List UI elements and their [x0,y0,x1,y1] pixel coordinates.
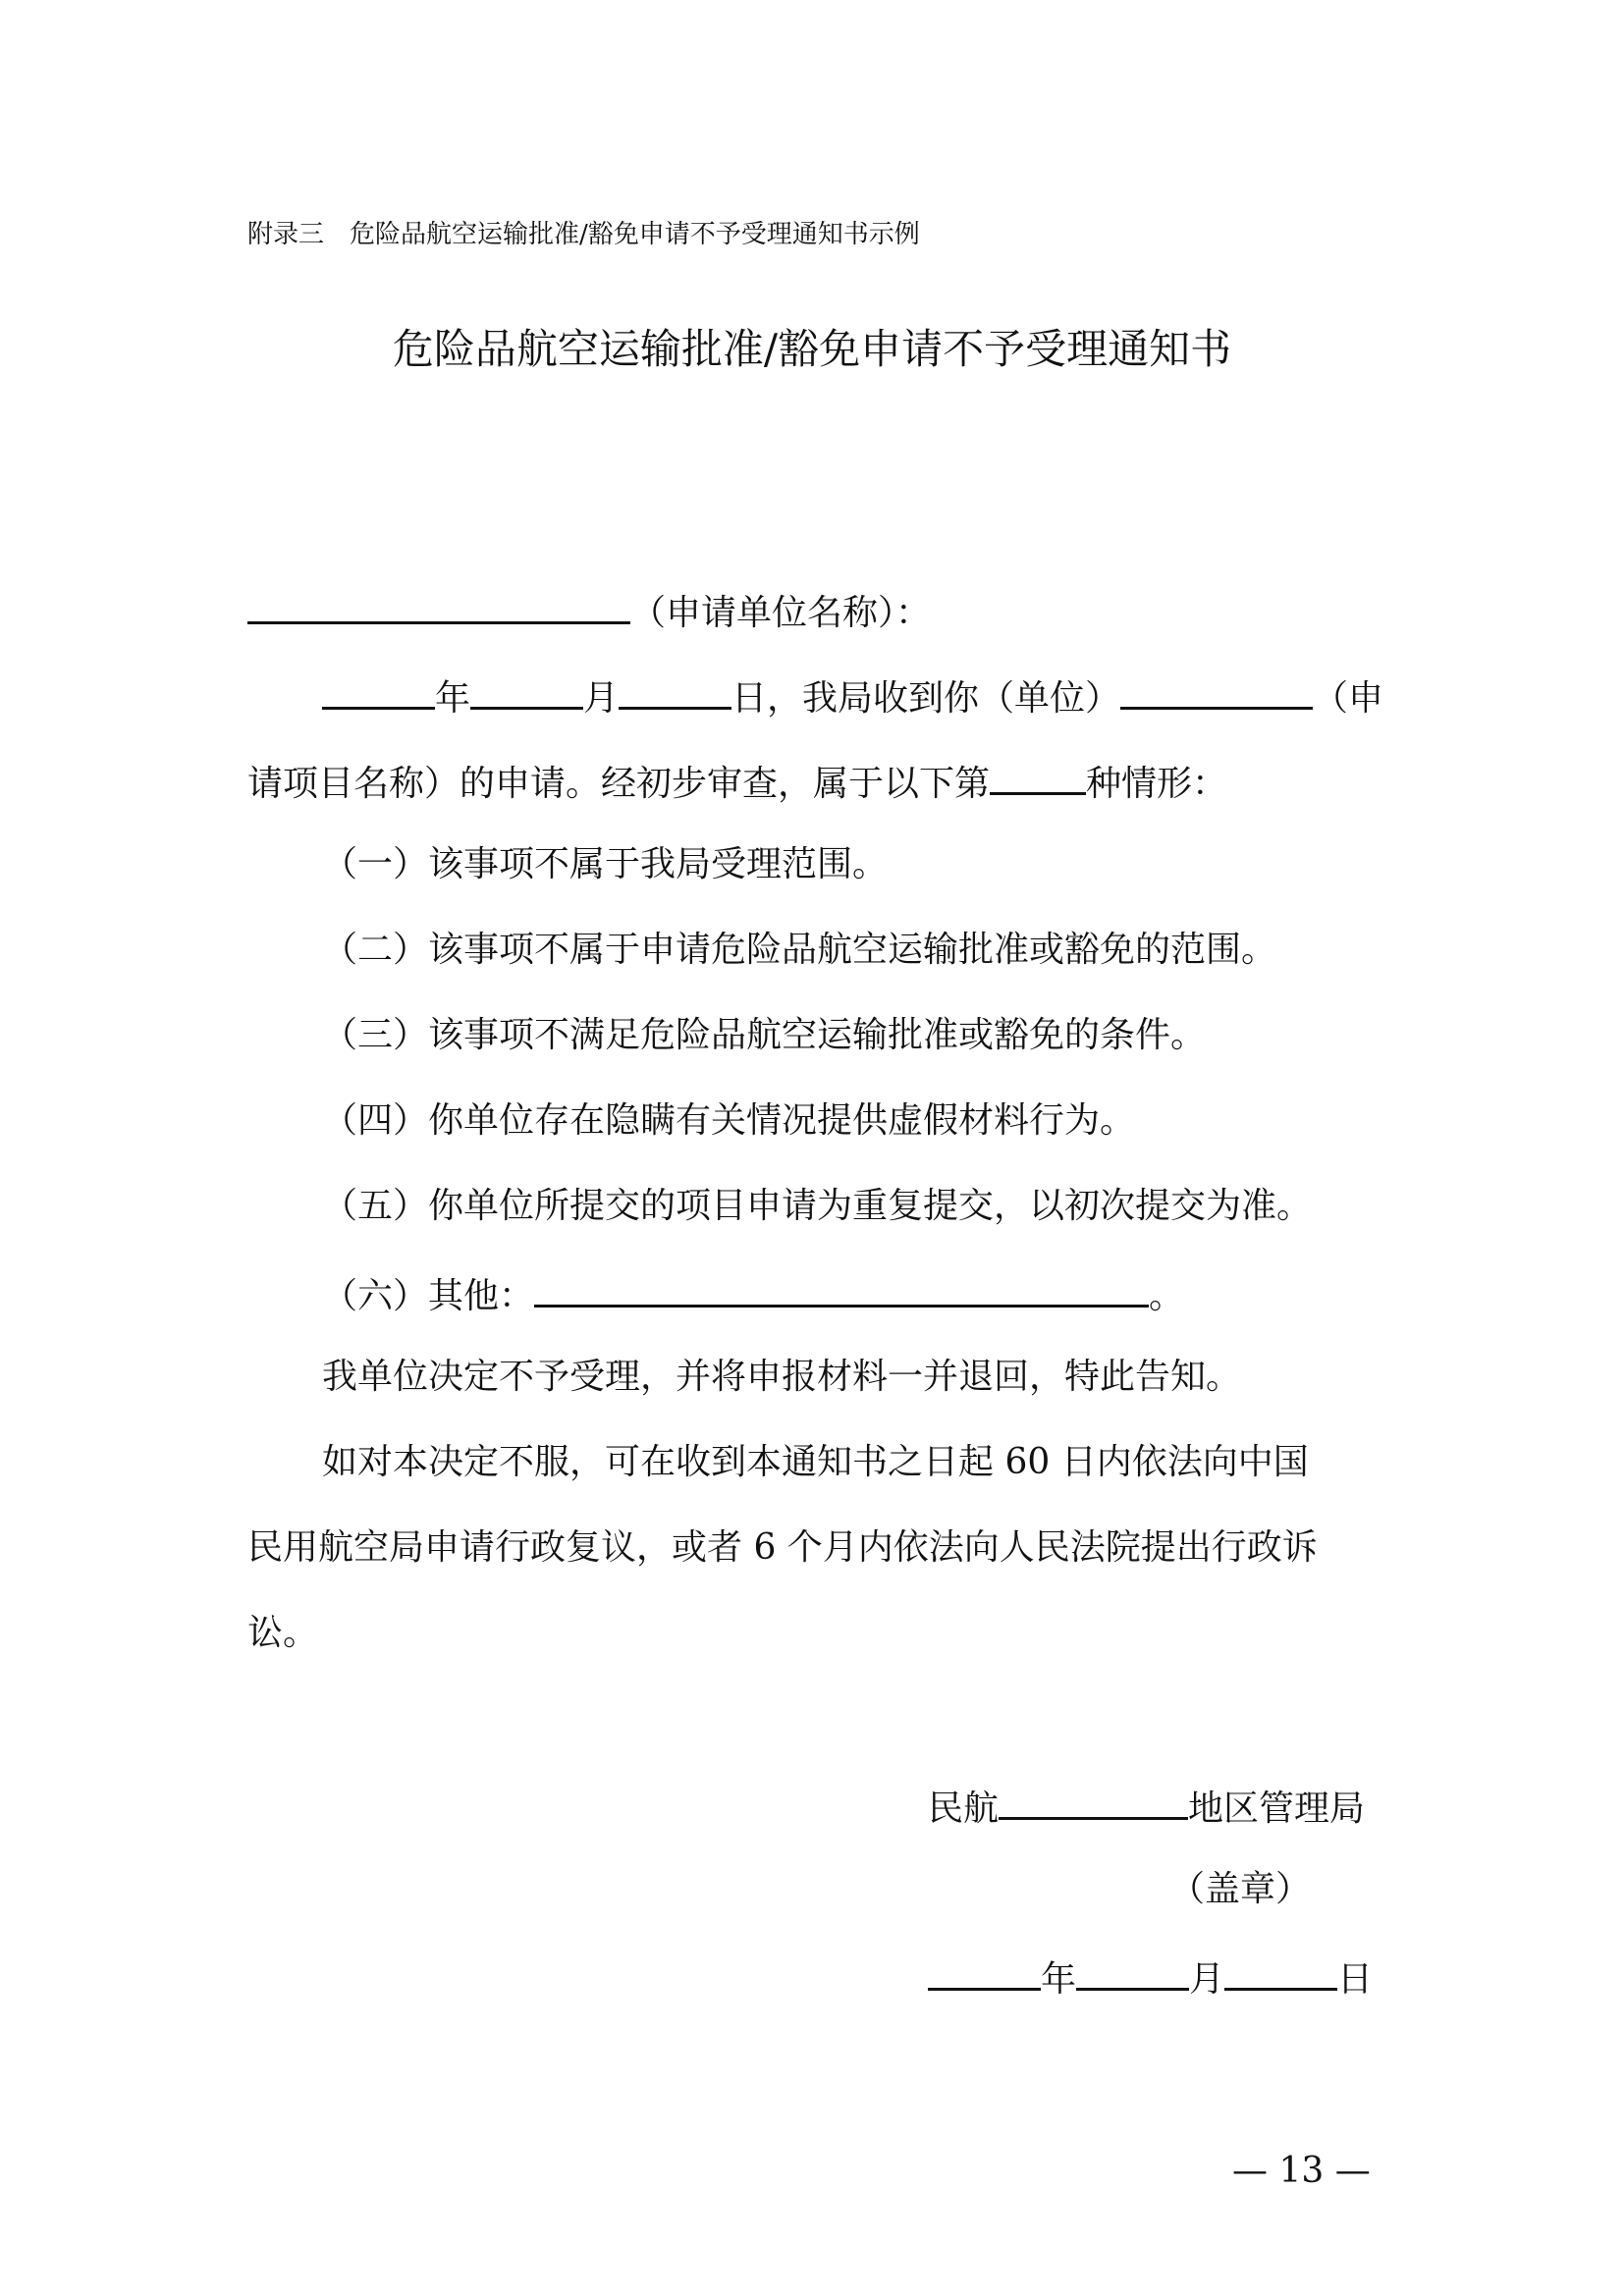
signature-date-line [928,1951,1373,2003]
appeal-line-2: 民用航空局申请行政复议，或者 6 个月内依法向人民法院提出行政诉 [247,1527,1318,1568]
item-2: （二）该事项不属于申请危险品航空运输批准或豁免的范围。 [322,930,1277,970]
review-text: 请项目名称）的申请。经初步审查，属于以下第 [247,764,991,804]
decision-text: 我单位决定不予受理，并将申报材料一并退回，特此告知。 [322,1357,1242,1397]
item-5: （五）你单位所提交的项目申请为重复提交，以初次提交为准。 [322,1186,1313,1226]
addressee-suffix: （申请单位名称）： [630,593,932,633]
item-4: （四）你单位存在隐瞒有关情况提供虚假材料行为。 [322,1100,1136,1141]
received-day-blank[interactable] [619,670,731,710]
received-month-label: 月 [583,678,620,719]
appeal-line-1: 如对本决定不服，可在收到本通知书之日起 60 日内依法向中国 [322,1442,1309,1482]
authority-line [928,1781,1365,1833]
received-year-label: 年 [435,678,471,719]
addressee-line [247,585,931,637]
received-month-blank[interactable] [470,670,583,710]
appendix-heading: 附录三 危险品航空运输批准/豁免申请不予受理通知书示例 [247,220,920,249]
item-6-end: 。 [1149,1276,1185,1316]
received-tail: （申 [1313,678,1384,719]
sign-month-blank[interactable] [1076,1951,1189,1991]
sign-day-label: 日 [1337,1959,1374,2000]
authority-prefix: 民航 [928,1789,1000,1829]
sign-year-label: 年 [1041,1959,1077,2000]
other-reason-blank[interactable] [534,1268,1149,1308]
review-text-end: 种情形： [1086,764,1228,804]
sign-day-blank[interactable] [1224,1951,1337,1991]
appeal-line-3: 讼。 [247,1613,319,1653]
page-number: — 13 — [1232,2151,1371,2191]
region-blank[interactable] [999,1781,1188,1820]
document-title: 危险品航空运输批准/豁免申请不予受理通知书 [392,325,1232,373]
item-6-label: （六）其他： [322,1276,535,1316]
seal-label: （盖章） [1169,1869,1312,1909]
item-6 [322,1268,1184,1320]
case-number-blank[interactable] [990,756,1086,795]
review-line [247,756,1227,808]
applicant-unit-blank[interactable] [1120,670,1313,710]
item-3: （三）该事项不满足危险品航空运输批准或豁免的条件。 [322,1015,1207,1055]
sign-month-label: 月 [1189,1959,1225,2000]
received-day-text: 日，我局收到你（单位） [731,678,1121,719]
applicant-name-blank[interactable] [247,585,630,624]
sign-year-blank[interactable] [928,1951,1041,1991]
item-1: （一）该事项不属于我局受理范围。 [322,844,889,884]
received-year-blank[interactable] [322,670,435,710]
received-date-line [322,670,1383,722]
authority-suffix: 地区管理局 [1188,1789,1366,1829]
